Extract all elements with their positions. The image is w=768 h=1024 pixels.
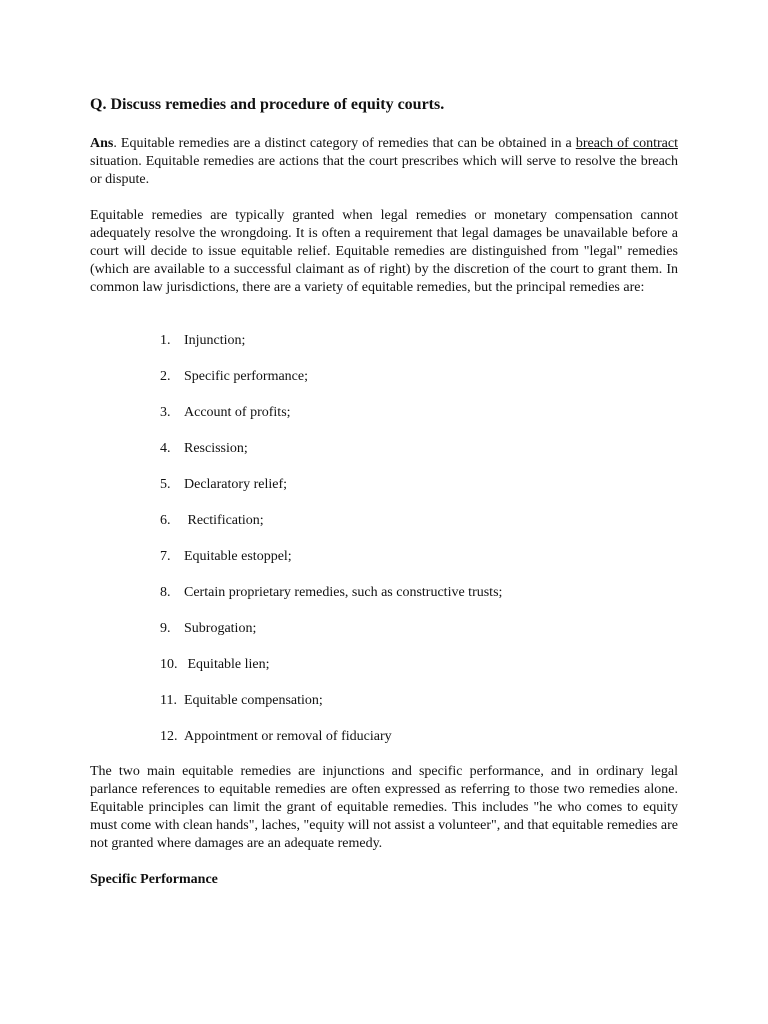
remedy-number: 1.	[160, 333, 171, 348]
remedy-text: Equitable lien;	[184, 657, 270, 672]
remedy-text: Injunction;	[184, 333, 246, 348]
remedy-number: 9.	[160, 621, 171, 636]
remedy-list-item	[160, 728, 502, 764]
remedy-list-item	[160, 584, 502, 620]
remedy-text: Rectification;	[184, 513, 264, 528]
remedy-number: 4.	[160, 441, 171, 456]
remedy-text: Rescission;	[184, 441, 248, 456]
main-remedies-paragraph: The two main equitable remedies are injunctions and specific performance, and in ordinary legal parlance references to equitable remedies are often expressed as referring to those two remedies alone. Equitable principles can limit the grant of equitable remedies. This includes "he who comes to equity must come with clean hands", laches, "equity will not assist a volunteer", and that equitable remedies are not granted where damages are an adequate remedy.	[90, 764, 678, 851]
remedy-number: 10.	[160, 657, 178, 672]
specific-performance-heading: Specific Performance	[90, 872, 218, 887]
breach-of-contract-link[interactable]: breach of contract	[575, 136, 678, 151]
answer-text-end: situation. Equitable remedies are actions that the court prescribes which will serve to resolve the breach or dispute.	[90, 154, 678, 187]
remedy-text: Equitable estoppel;	[184, 549, 292, 564]
remedy-list-item	[160, 476, 502, 512]
remedy-text: Account of profits;	[184, 405, 291, 420]
equitable-remedies-paragraph: Equitable remedies are typically granted when legal remedies or monetary compensation cannot adequately resolve the wrongdoing. It is often a requirement that legal damages be unavailable before a court will decide to issue equitable relief. Equitable remedies are distinguished from "legal" remedies (which are available to a successful claimant as of right) by the discretion of the court to grant them. In common law jurisdictions, there are a variety of equitable remedies, but the principal remedies are:	[90, 208, 678, 295]
remedies-list	[160, 332, 502, 764]
remedy-text: Equitable compensation;	[184, 693, 323, 708]
remedy-list-item	[160, 692, 502, 728]
remedy-number: 11.	[160, 693, 177, 708]
remedy-list-item	[160, 332, 502, 368]
ans-label: Ans	[90, 136, 114, 151]
remedy-list-item	[160, 548, 502, 584]
remedy-number: 6.	[160, 513, 171, 528]
remedy-number: 3.	[160, 405, 171, 420]
remedy-text: Appointment or removal of fiduciary	[184, 729, 392, 744]
remedy-list-item	[160, 440, 502, 476]
remedy-number: 7.	[160, 549, 171, 564]
remedy-list-item	[160, 404, 502, 440]
remedy-list-item	[160, 620, 502, 656]
remedy-text: Certain proprietary remedies, such as constructive trusts;	[184, 585, 503, 600]
remedy-text: Subrogation;	[184, 621, 257, 636]
remedy-number: 2.	[160, 369, 171, 384]
remedy-list-item	[160, 368, 502, 404]
answer-paragraph	[90, 135, 678, 189]
remedy-text: Specific performance;	[184, 369, 308, 384]
question-heading: Q. Discuss remedies and procedure of equity courts.	[90, 96, 445, 113]
remedy-number: 5.	[160, 477, 171, 492]
answer-text-start: . Equitable remedies are a distinct category of remedies that can be obtained in a	[113, 136, 576, 151]
remedy-number: 12.	[160, 729, 178, 744]
remedy-number: 8.	[160, 585, 171, 600]
remedy-list-item	[160, 656, 502, 692]
remedy-text: Declaratory relief;	[184, 477, 287, 492]
remedy-list-item	[160, 512, 502, 548]
